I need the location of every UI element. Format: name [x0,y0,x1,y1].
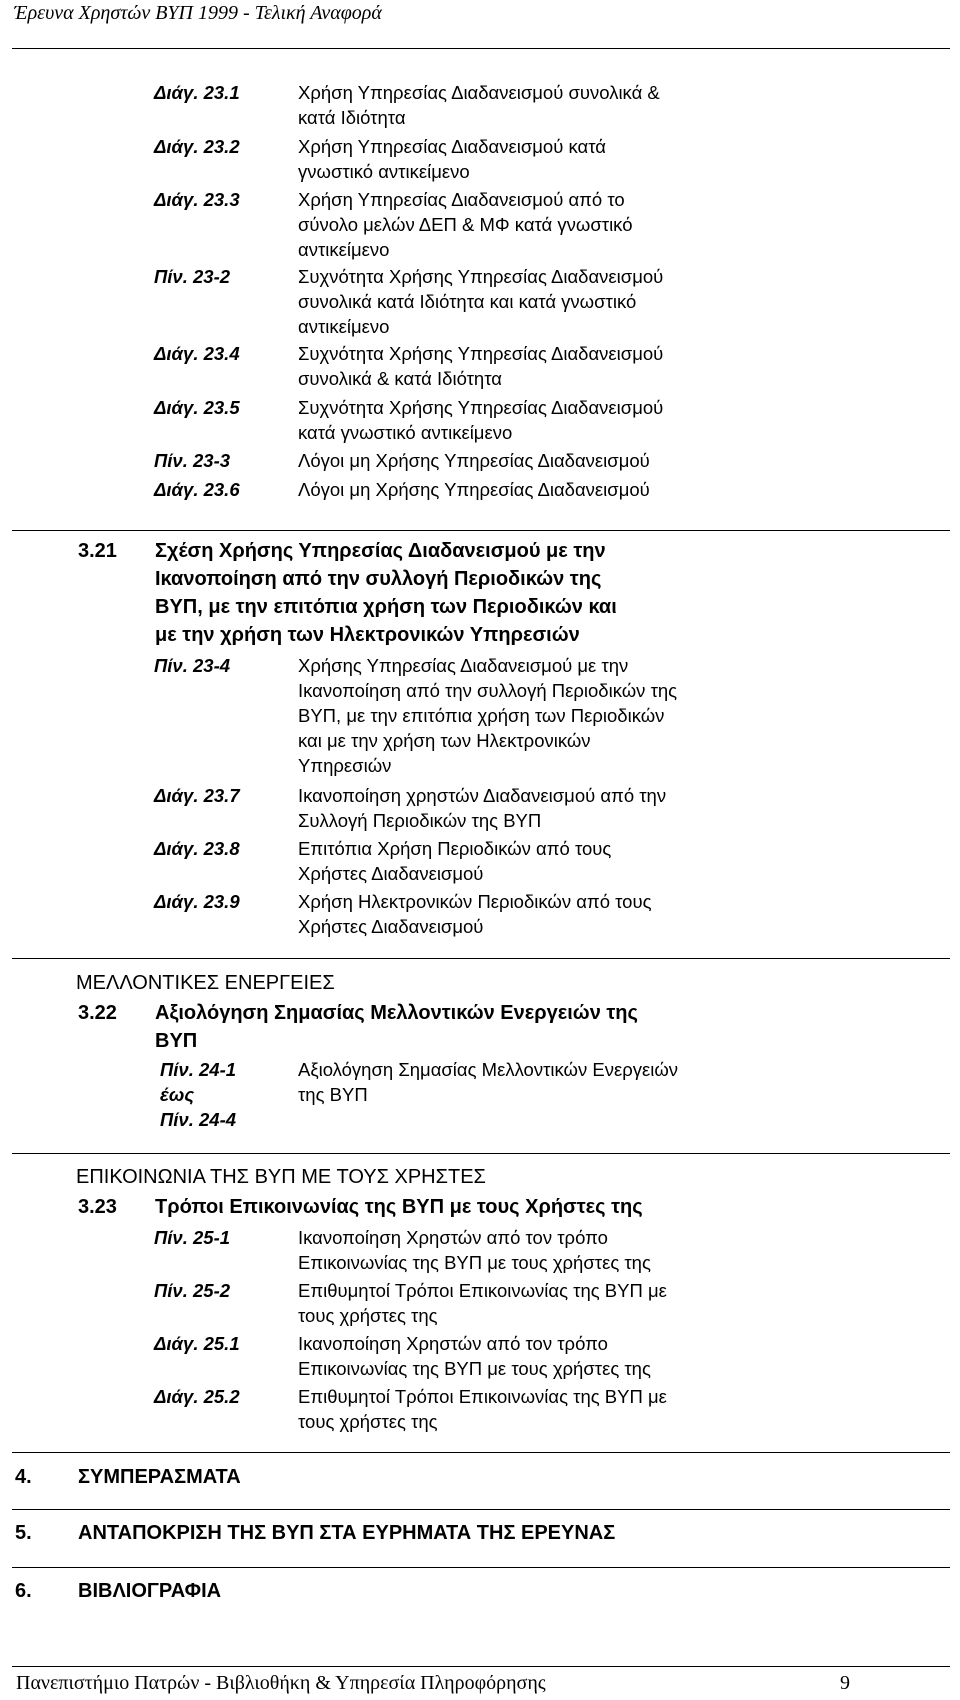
chapter-number: 5. [15,1522,32,1544]
entry-title-line: Συχνότητα Χρήσης Υπηρεσίας Διαδανεισμού [298,397,664,418]
entry-label-line: έως [160,1084,195,1105]
entry-title-line: Χρήστες Διαδανεισμού [298,916,484,937]
entry-title-line: Λόγοι μη Χρήσης Υπηρεσίας Διαδανεισμού [298,479,650,500]
entry-label: Πίν. 23-3 [154,450,231,471]
block-separator [12,530,950,531]
entry-title-line: Επικοινωνίας της ΒΥΠ με τους χρήστες της [298,1252,651,1273]
section-number: 3.23 [78,1196,117,1218]
entry-title-line: Υπηρεσιών [298,755,392,776]
entry-title-line: Συχνότητα Χρήσης Υπηρεσίας Διαδανεισμού [298,343,664,364]
entry-title-line: και με την χρήση των Ηλεκτρονικών [298,730,591,751]
entry-title-line: Ικανοποίηση χρηστών Διαδανεισμού από την [298,785,667,806]
entry-title-line: γνωστικό αντικείμενο [298,161,470,182]
entry-label: Διάγ. 25.1 [154,1333,240,1354]
entry-title-line: Αξιολόγηση Σημασίας Μελλοντικών Ενεργειών [298,1059,679,1080]
block-separator [12,958,950,959]
entry-title-line: κατά Ιδιότητα [298,107,406,128]
entry-title-line: αντικείμενο [298,316,390,337]
entry-label-line: Πίν. 24-4 [160,1109,237,1130]
entry-label: Πίν. 25-1 [154,1227,231,1248]
entry-label: Διάγ. 23.5 [154,397,240,418]
block-separator [12,1509,950,1510]
entry-title-line: Λόγοι μη Χρήσης Υπηρεσίας Διαδανεισμού [298,450,650,471]
entry-title-line: Χρήσης Υπηρεσίας Διαδανεισμού με την [298,655,629,676]
entry-title-line: αντικείμενο [298,239,390,260]
block-separator [12,1452,950,1453]
section-title-line: ΒΥΠ [155,1030,198,1052]
entry-label-line: Πίν. 24-1 [160,1059,237,1080]
entry-label: Διάγ. 25.2 [154,1386,240,1407]
chapter-number: 4. [15,1466,32,1488]
entry-label: Διάγ. 23.6 [154,479,240,500]
section-title-line: ΒΥΠ, με την επιτόπια χρήση των Περιοδικών και [155,596,617,618]
section-title-line: Αξιολόγηση Σημασίας Μελλοντικών Ενεργειών της [155,1002,638,1024]
heading-future-actions: ΜΕΛΛΟΝΤΙΚΕΣ ΕΝΕΡΓΕΙΕΣ [76,972,335,994]
footer-text: Πανεπιστήμιο Πατρών - Βιβλιοθήκη & Υπηρεσία Πληροφόρησης [16,1672,546,1694]
entry-title-line: συνολικά & κατά Ιδιότητα [298,368,502,389]
header-rule [12,48,950,49]
entry-label: Διάγ. 23.1 [154,82,240,103]
block-separator [12,1153,950,1154]
entry-title-line: της ΒΥΠ [298,1084,368,1105]
entry-title-line: Επιτόπια Χρήση Περιοδικών από τους [298,838,612,859]
entry-title-line: κατά γνωστικό αντικείμενο [298,422,513,443]
entry-label: Διάγ. 23.4 [154,343,240,364]
entry-title-line: Χρήση Υπηρεσίας Διαδανεισμού συνολικά & [298,82,660,103]
section-number: 3.22 [78,1002,117,1024]
entry-title-line: Χρήση Ηλεκτρονικών Περιοδικών από τους [298,891,652,912]
footer-page-number: 9 [840,1672,850,1694]
entry-title-line: τους χρήστες της [298,1305,438,1326]
block-separator [12,1567,950,1568]
footer-rule [12,1666,950,1667]
entry-label: Διάγ. 23.8 [154,838,240,859]
entry-title-line: συνολικά κατά Ιδιότητα και κατά γνωστικό [298,291,637,312]
entry-title-line: σύνολο μελών ΔΕΠ & ΜΦ κατά γνωστικό [298,214,633,235]
entry-title-line: ΒΥΠ, με την επιτόπια χρήση των Περιοδικών [298,705,665,726]
entry-title-line: Χρήστες Διαδανεισμού [298,863,484,884]
entry-title-line: Συχνότητα Χρήσης Υπηρεσίας Διαδανεισμού [298,266,664,287]
chapter-number: 6. [15,1580,32,1602]
heading-communication: ΕΠΙΚΟΙΝΩΝΙΑ ΤΗΣ ΒΥΠ ΜΕ ΤΟΥΣ ΧΡΗΣΤΕΣ [76,1166,486,1188]
section-title-line: με την χρήση των Ηλεκτρονικών Υπηρεσιών [155,624,580,646]
chapter-title: ΑΝΤΑΠΟΚΡΙΣΗ ΤΗΣ ΒΥΠ ΣΤΑ ΕΥΡΗΜΑΤΑ ΤΗΣ ΕΡΕΥΝΑΣ [78,1522,616,1544]
entry-title-line: τους χρήστες της [298,1411,438,1432]
chapter-title: ΣΥΜΠΕΡΑΣΜΑΤΑ [78,1466,241,1488]
entry-label: Πίν. 23-2 [154,266,231,287]
section-title-line: Τρόποι Επικοινωνίας της ΒΥΠ με τους Χρήστες της [155,1196,643,1218]
section-title-line: Σχέση Χρήσης Υπηρεσίας Διαδανεισμού με την [155,540,606,562]
section-title-line: Ικανοποίηση από την συλλογή Περιοδικών της [155,568,602,590]
chapter-title: ΒΙΒΛΙΟΓΡΑΦΙΑ [78,1580,222,1602]
entry-title-line: Συλλογή Περιοδικών της ΒΥΠ [298,810,542,831]
section-number: 3.21 [78,540,117,562]
entry-title-line: Ικανοποίηση Χρηστών από τον τρόπο [298,1227,608,1248]
running-footer [16,1672,850,1695]
entry-title-line: Ικανοποίηση από την συλλογή Περιοδικών της [298,680,678,701]
entry-title-line: Επιθυμητοί Τρόποι Επικοινωνίας της ΒΥΠ με [298,1280,667,1301]
entry-label: Διάγ. 23.3 [154,189,240,210]
running-header: Έρευνα Χρηστών ΒΥΠ 1999 - Τελική Αναφορά [14,2,382,24]
entry-title-line: Επικοινωνίας της ΒΥΠ με τους χρήστες της [298,1358,651,1379]
entry-title-line: Χρήση Υπηρεσίας Διαδανεισμού κατά [298,136,606,157]
entry-label: Διάγ. 23.2 [154,136,240,157]
entry-label: Πίν. 25-2 [154,1280,231,1301]
entry-label: Διάγ. 23.9 [154,891,240,912]
entry-title-line: Ικανοποίηση Χρηστών από τον τρόπο [298,1333,608,1354]
entry-title-line: Επιθυμητοί Τρόποι Επικοινωνίας της ΒΥΠ με [298,1386,667,1407]
entry-label: Διάγ. 23.7 [154,785,240,806]
entry-title-line: Χρήση Υπηρεσίας Διαδανεισμού από το [298,189,625,210]
entry-label: Πίν. 23-4 [154,655,231,676]
